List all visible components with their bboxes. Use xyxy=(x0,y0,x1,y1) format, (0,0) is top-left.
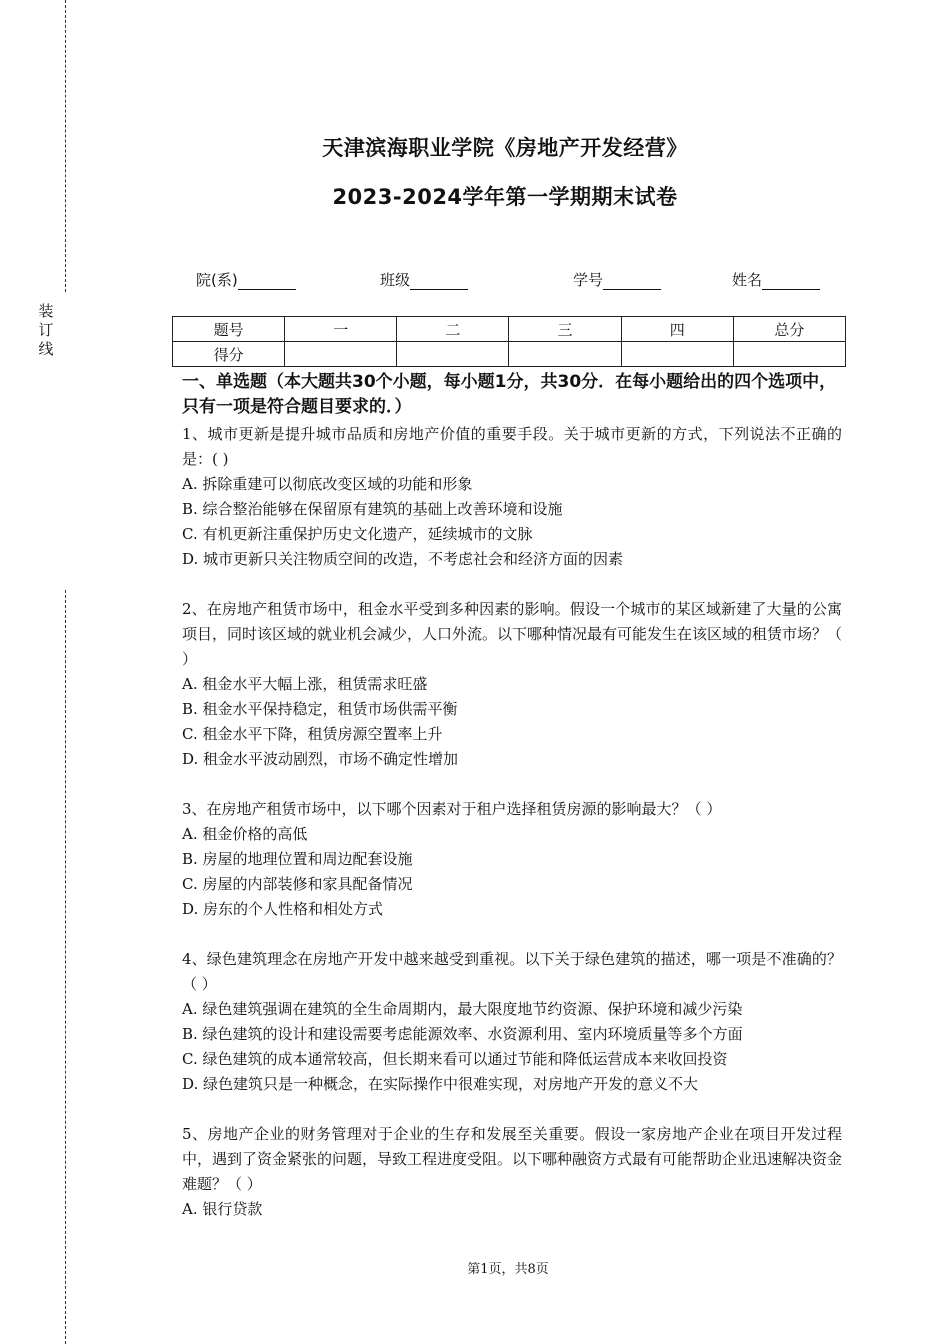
binding-label xyxy=(36,302,56,359)
name-field[interactable] xyxy=(732,269,820,290)
score-table-cell: 总分 xyxy=(733,317,845,342)
name-label: 姓名 xyxy=(732,271,763,289)
question-option: C. 绿色建筑的成本通常较高，但长期来看可以通过节能和降低运营成本来收回投资 xyxy=(182,1050,728,1068)
score-table-cell: 四 xyxy=(621,317,733,342)
question-option: B. 绿色建筑的设计和建设需要考虑能源效率、水资源利用、室内环境质量等多个方面 xyxy=(182,1025,743,1043)
question-option: D. 绿色建筑只是一种概念，在实际操作中很难实现，对房地产开发的意义不大 xyxy=(182,1075,699,1093)
score-table-cell: 三 xyxy=(509,317,621,342)
question-2 xyxy=(182,597,842,772)
question-3 xyxy=(182,797,842,922)
question-option: C. 有机更新注重保护历史文化遗产，延续城市的文脉 xyxy=(182,525,533,543)
question-option: D. 租金水平波动剧烈，市场不确定性增加 xyxy=(182,750,459,768)
student-id-blank[interactable] xyxy=(603,273,661,290)
question-option: C. 租金水平下降，租赁房源空置率上升 xyxy=(182,725,443,743)
question-stem: 3、在房地产租赁市场中，以下哪个因素对于租户选择租赁房源的影响最大？（ ） xyxy=(182,800,722,818)
binding-char: 订 xyxy=(38,321,54,339)
question-option: A. 租金价格的高低 xyxy=(182,825,308,843)
page-number: 第1页，共8页 xyxy=(467,1262,549,1277)
question-stem: 4、绿色建筑理念在房地产开发中越来越受到重视。以下关于绿色建筑的描述，哪一项是不准确的？（ ） xyxy=(182,950,842,993)
score-input-cell[interactable] xyxy=(285,342,397,367)
score-input-cell[interactable] xyxy=(733,342,845,367)
student-id-label: 学号 xyxy=(573,271,604,289)
question-option: A. 绿色建筑强调在建筑的全生命周期内，最大限度地节约资源、保护环境和减少污染 xyxy=(182,1000,743,1018)
question-option: A. 银行贷款 xyxy=(182,1200,263,1218)
department-blank[interactable] xyxy=(238,273,296,290)
exam-content xyxy=(182,370,842,1222)
exam-title-line2: 2023-2024学年第一学期期末试卷 xyxy=(332,185,678,209)
question-5 xyxy=(182,1122,842,1222)
department-field[interactable] xyxy=(196,269,296,290)
question-option: B. 房屋的地理位置和周边配套设施 xyxy=(182,850,413,868)
question-4 xyxy=(182,947,842,1097)
binding-char: 线 xyxy=(38,340,54,358)
question-option: D. 房东的个人性格和相处方式 xyxy=(182,900,384,918)
exam-title-line1: 天津滨海职业学院《房地产开发经营》 xyxy=(322,136,688,160)
question-option: A. 拆除重建可以彻底改变区域的功能和形象 xyxy=(182,475,473,493)
question-option: B. 综合整治能够在保留原有建筑的基础上改善环境和设施 xyxy=(182,500,563,518)
question-stem: 5、房地产企业的财务管理对于企业的生存和发展至关重要。假设一家房地产企业在项目开发过程中，遇到了资金紧张的问题，导致工程进度受阻。以下哪种融资方式最有可能帮助企业迅速解决资金难题？（ ） xyxy=(182,1125,843,1193)
score-table-score-row xyxy=(173,342,846,367)
question-1 xyxy=(182,422,842,572)
question-option: D. 城市更新只关注物质空间的改造，不考虑社会和经济方面的因素 xyxy=(182,550,624,568)
question-stem: 2、在房地产租赁市场中，租金水平受到多种因素的影响。假设一个城市的某区域新建了大量的公寓项目，同时该区域的就业机会减少，人口外流。以下哪种情况最有可能发生在该区域的租赁市场？（ ） xyxy=(182,600,843,668)
name-blank[interactable] xyxy=(762,273,820,290)
class-blank[interactable] xyxy=(410,273,468,290)
student-info-row xyxy=(0,269,950,293)
score-table-header-row xyxy=(173,317,846,342)
binding-line-bottom xyxy=(65,590,66,1344)
question-stem: 1、城市更新是提升城市品质和房地产价值的重要手段。关于城市更新的方式，下列说法不正确的是：( ) xyxy=(182,425,842,468)
score-table-cell: 二 xyxy=(397,317,509,342)
student-id-field[interactable] xyxy=(573,269,661,290)
score-table-cell: 题号 xyxy=(173,317,285,342)
binding-char: 装 xyxy=(38,302,54,320)
score-row-label: 得分 xyxy=(173,342,285,367)
score-input-cell[interactable] xyxy=(621,342,733,367)
class-field[interactable] xyxy=(380,269,468,290)
question-option: B. 租金水平保持稳定，租赁市场供需平衡 xyxy=(182,700,458,718)
score-input-cell[interactable] xyxy=(397,342,509,367)
score-table xyxy=(172,316,846,367)
score-table-cell: 一 xyxy=(285,317,397,342)
section-heading: 一、单选题（本大题共30个小题，每小题1分，共30分．在每小题给出的四个选项中，只有一项是符合题目要求的．） xyxy=(182,372,837,417)
score-input-cell[interactable] xyxy=(509,342,621,367)
class-label: 班级 xyxy=(380,271,411,289)
question-option: C. 房屋的内部装修和家具配备情况 xyxy=(182,875,413,893)
department-label: 院(系) xyxy=(196,271,238,289)
question-option: A. 租金水平大幅上涨，租赁需求旺盛 xyxy=(182,675,428,693)
